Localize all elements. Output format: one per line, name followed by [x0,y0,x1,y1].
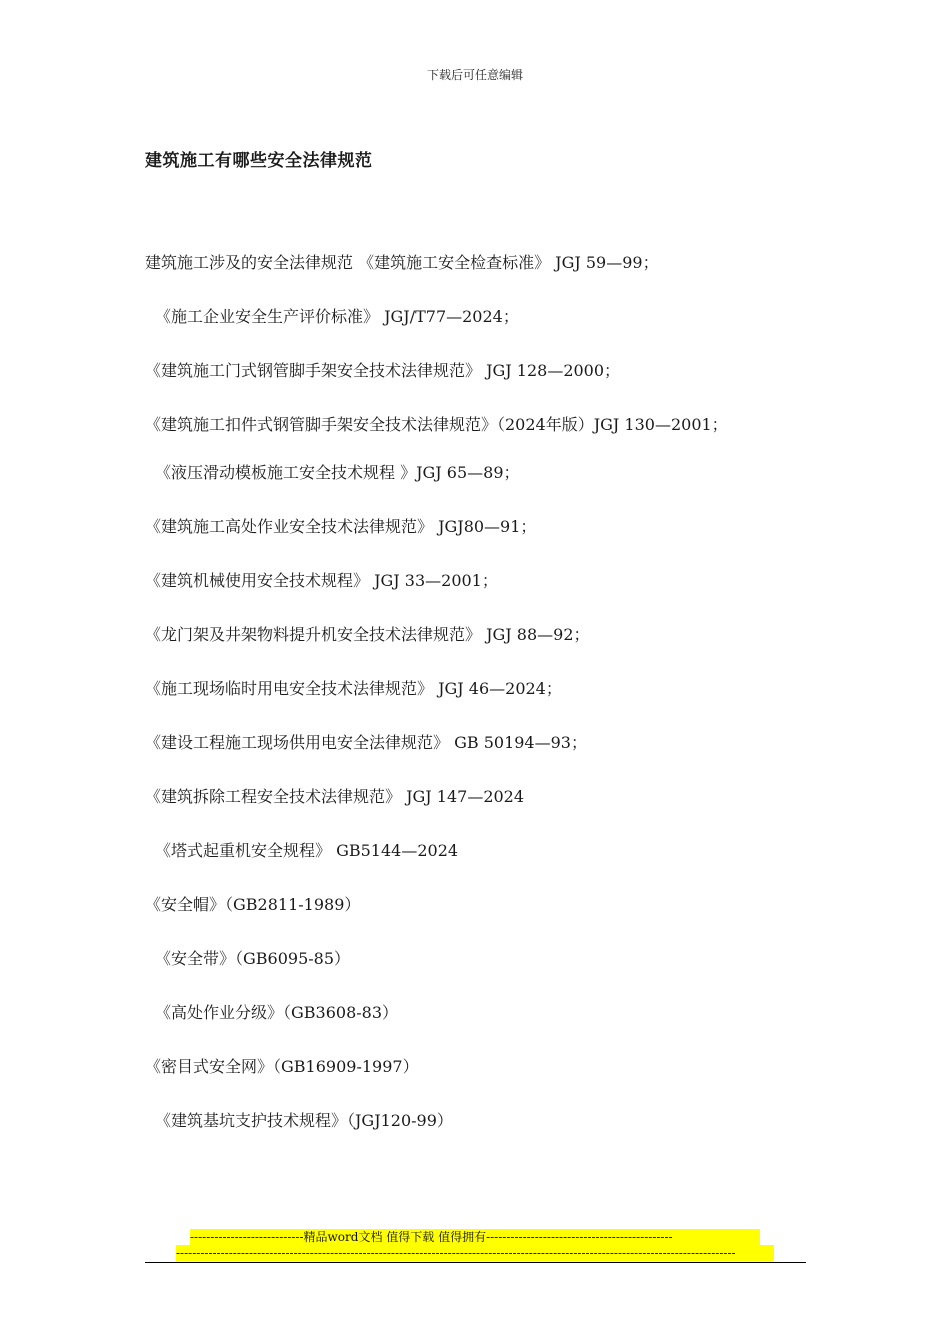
body-line: 《施工企业安全生产评价标准》 JGJ/T77—2024； [155,307,519,326]
footer-banner [0,1229,950,1269]
body-line: 《安全帽》（GB2811-1989） [145,895,361,914]
body-line: 《高处作业分级》（GB3608-83） [155,1003,399,1022]
page-header-note: 下载后可任意编辑 [426,68,523,82]
document-title: 建筑施工有哪些安全法律规范 [145,151,373,171]
footer-banner-line: ----------------------------精品word文档 值得下载 值得拥有---------------------------------------------- [190,1229,760,1245]
footer-banner-line: ------------------------------------------------------------------------------------------------------------------------------------------ [176,1245,774,1261]
body-line: 《安全带》（GB6095-85） [155,949,351,968]
body-line: 《建筑基坑支护技术规程》（JGJ120-99） [155,1111,453,1130]
footer-divider [145,1262,806,1263]
body-line: 《建筑机械使用安全技术规程》 JGJ 33—2001； [145,571,498,590]
body-line-intro: 建筑施工涉及的安全法律规范 《建筑施工安全检查标准》 JGJ 59—99； [145,253,659,272]
body-line: 《施工现场临时用电安全技术法律规范》 JGJ 46—2024； [145,679,562,698]
body-line: 《建筑施工门式钢管脚手架安全技术法律规范》 JGJ 128—2000； [145,361,621,380]
body-line: 《建设工程施工现场供用电安全法律规范》 GB 50194—93； [145,733,587,752]
body-line: 《建筑施工高处作业安全技术法律规范》 JGJ80—91； [145,517,537,536]
body-line: 《建筑拆除工程安全技术法律规范》 JGJ 147—2024 [145,787,525,806]
body-line: 《塔式起重机安全规程》 GB5144—2024 [155,841,459,860]
document-body [145,250,785,1162]
body-line: 《龙门架及井架物料提升机安全技术法律规范》 JGJ 88—92； [145,625,590,644]
body-line: 《液压滑动模板施工安全技术规程 》JGJ 65—89； [155,463,520,482]
body-line: 《建筑施工扣件式钢管脚手架安全技术法律规范》（2024年版）JGJ 130—2001； [145,415,728,434]
body-line: 《密目式安全网》（GB16909-1997） [145,1057,419,1076]
